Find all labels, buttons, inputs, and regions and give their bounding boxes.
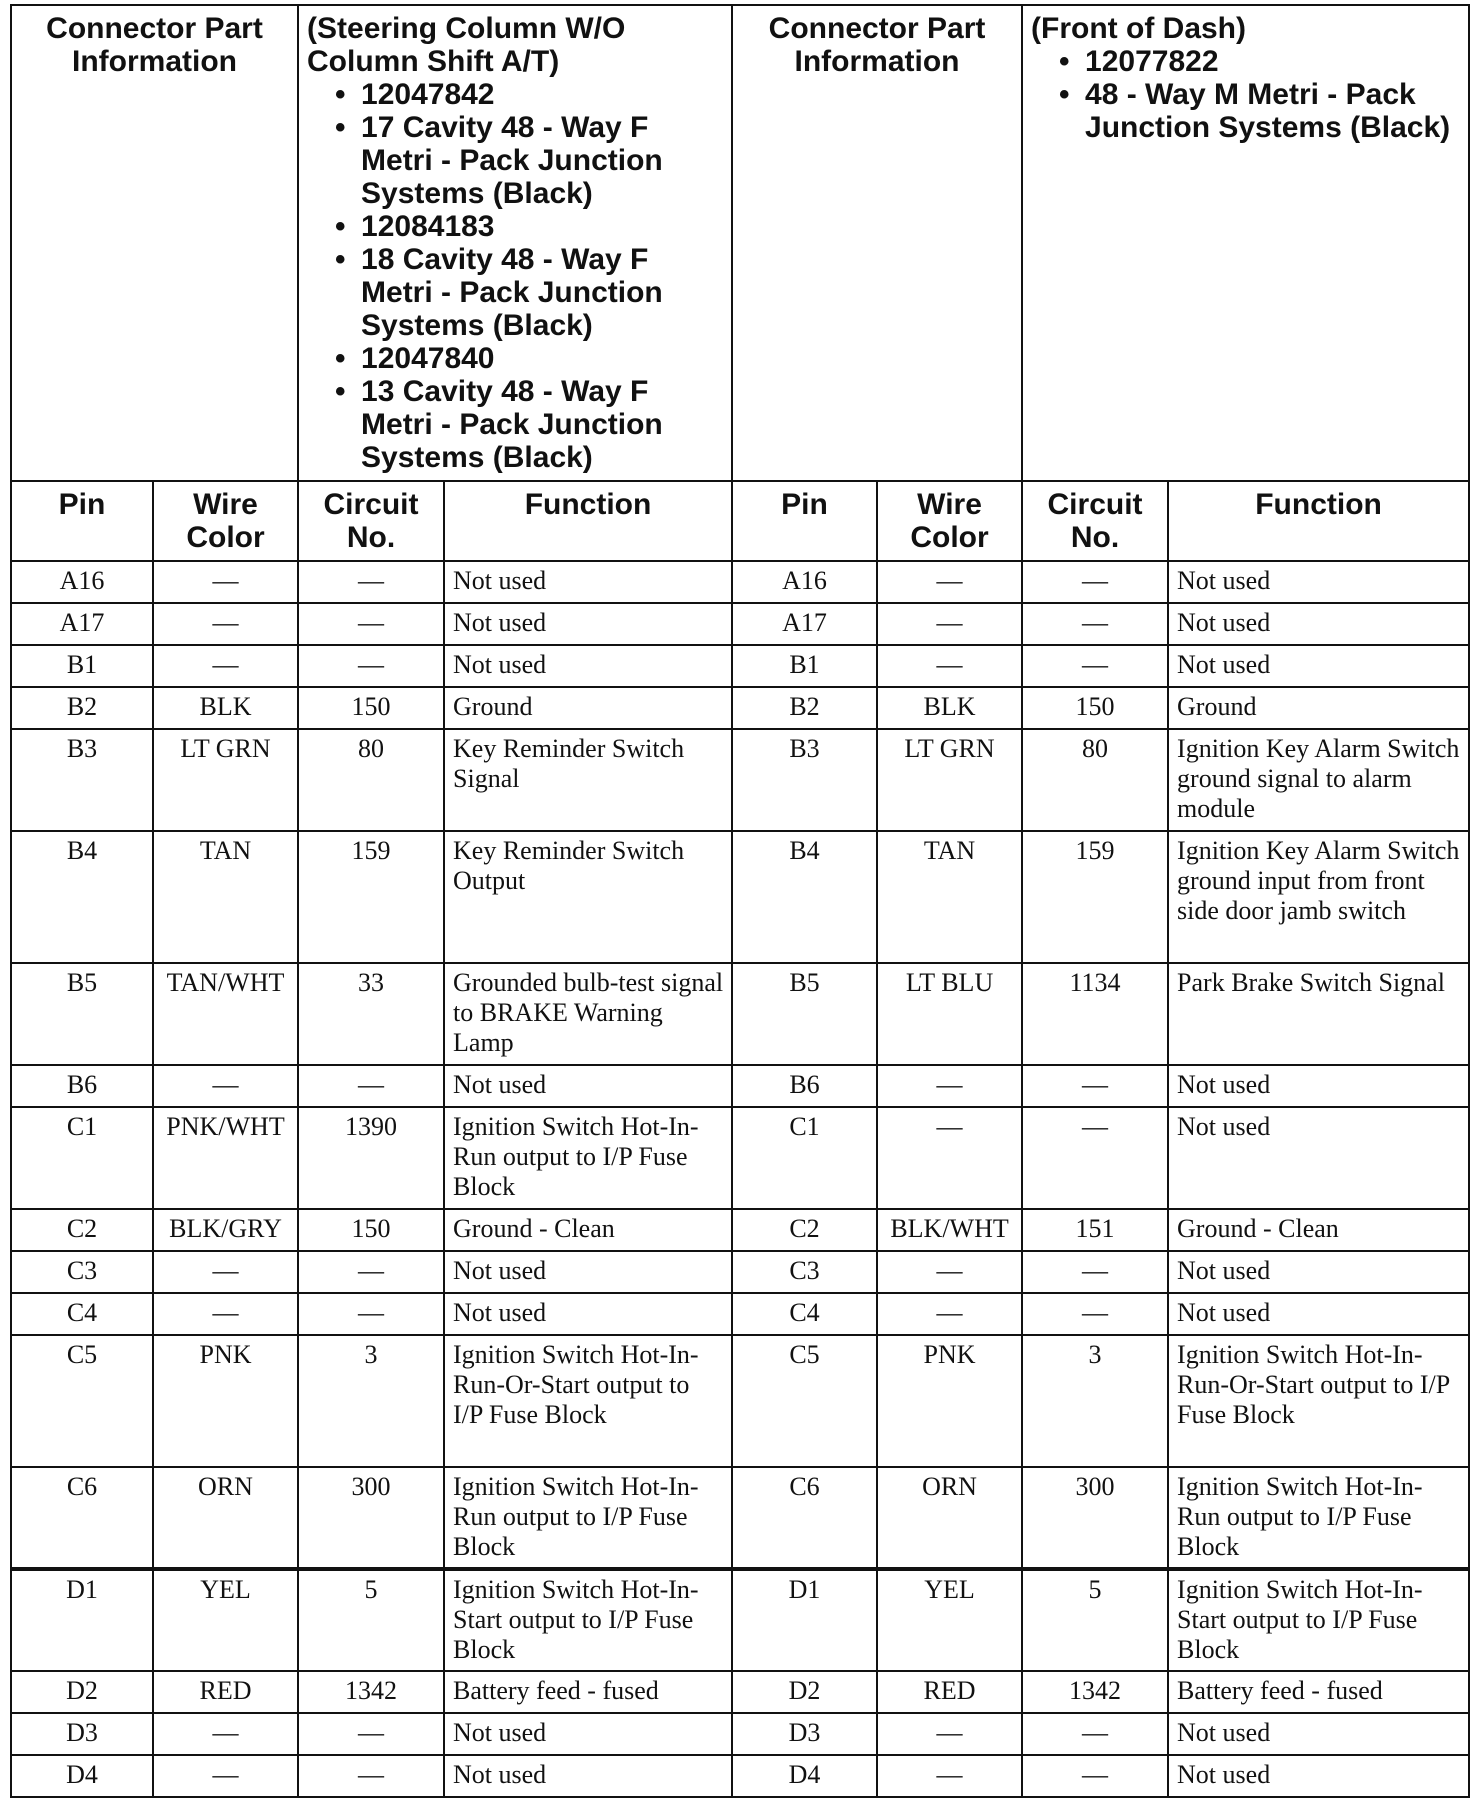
left-pin-cell: B6 xyxy=(11,1065,153,1107)
right-wire-color-cell: TAN xyxy=(877,831,1022,963)
bullet-icon: • xyxy=(335,375,346,408)
left-circuit-cell: — xyxy=(298,1713,444,1755)
left-part-item: • 12047842 xyxy=(335,78,495,111)
right-wire-color-cell: RED xyxy=(877,1671,1022,1713)
col-pin-header: Pin xyxy=(11,481,153,561)
left-pin-cell: D1 xyxy=(11,1569,153,1671)
left-circuit-cell: — xyxy=(298,645,444,687)
right-part-list xyxy=(1031,45,1462,144)
left-function-cell: Battery feed - fused xyxy=(444,1671,732,1713)
left-part-list xyxy=(307,78,725,474)
left-pin-cell: C6 xyxy=(11,1467,153,1569)
connector-table xyxy=(10,4,1470,1798)
right-function-cell: Not used xyxy=(1168,1065,1469,1107)
left-location: (Steering Column W/O Column Shift A/T) xyxy=(307,12,626,78)
table-row xyxy=(11,1713,1469,1755)
table-row xyxy=(11,1671,1469,1713)
left-pin-cell: B5 xyxy=(11,963,153,1065)
right-part-info-label: Connector Part Information xyxy=(732,5,1022,481)
right-function-cell: Not used xyxy=(1168,645,1469,687)
left-circuit-cell: — xyxy=(298,1251,444,1293)
left-wire-color-cell: YEL xyxy=(153,1569,298,1671)
table-row xyxy=(11,1251,1469,1293)
left-circuit-cell: — xyxy=(298,1293,444,1335)
right-pin-cell: D3 xyxy=(732,1713,877,1755)
left-function-cell: Ground xyxy=(444,687,732,729)
left-part-item: • 13 Cavity 48 - Way F Metri - Pack Junction Systems (Black) xyxy=(335,375,663,474)
table-row xyxy=(11,963,1469,1065)
right-wire-color-cell: ORN xyxy=(877,1467,1022,1569)
right-wire-color-cell: LT BLU xyxy=(877,963,1022,1065)
left-pin-cell: B1 xyxy=(11,645,153,687)
bullet-icon: • xyxy=(335,111,346,144)
left-wire-color-cell: — xyxy=(153,1713,298,1755)
right-wire-color-cell: — xyxy=(877,1713,1022,1755)
left-circuit-cell: — xyxy=(298,1755,444,1797)
connector-info-row xyxy=(11,5,1469,481)
right-circuit-cell: 1342 xyxy=(1022,1671,1168,1713)
left-wire-color-cell: — xyxy=(153,603,298,645)
right-circuit-cell: — xyxy=(1022,1065,1168,1107)
table-row xyxy=(11,729,1469,831)
left-connector-info xyxy=(298,5,732,481)
left-part-item: • 17 Cavity 48 - Way F Metri - Pack Junction Systems (Black) xyxy=(335,111,663,210)
left-pin-cell: D3 xyxy=(11,1713,153,1755)
table-row xyxy=(11,561,1469,603)
right-pin-cell: C3 xyxy=(732,1251,877,1293)
left-function-cell: Ignition Switch Hot-In-Run output to I/P Fuse Block xyxy=(444,1467,732,1569)
left-wire-color-cell: TAN/WHT xyxy=(153,963,298,1065)
right-circuit-cell: 1134 xyxy=(1022,963,1168,1065)
left-pin-cell: D4 xyxy=(11,1755,153,1797)
right-circuit-cell: — xyxy=(1022,1251,1168,1293)
col-function-header: Function xyxy=(444,481,732,561)
column-header-row xyxy=(11,481,1469,561)
right-circuit-cell: — xyxy=(1022,561,1168,603)
table-row xyxy=(11,1107,1469,1209)
left-wire-color-cell: PNK/WHT xyxy=(153,1107,298,1209)
right-circuit-cell: 300 xyxy=(1022,1467,1168,1569)
left-wire-color-cell: — xyxy=(153,1251,298,1293)
bullet-icon: • xyxy=(1059,45,1070,78)
right-function-cell: Ground xyxy=(1168,687,1469,729)
left-pin-cell: C3 xyxy=(11,1251,153,1293)
left-circuit-cell: 33 xyxy=(298,963,444,1065)
left-function-cell: Not used xyxy=(444,645,732,687)
left-pin-cell: C2 xyxy=(11,1209,153,1251)
right-circuit-cell: 5 xyxy=(1022,1569,1168,1671)
table-row xyxy=(11,1065,1469,1107)
connector-document xyxy=(10,4,1468,1794)
left-circuit-cell: — xyxy=(298,603,444,645)
left-pin-cell: A16 xyxy=(11,561,153,603)
left-wire-color-cell: LT GRN xyxy=(153,729,298,831)
left-circuit-cell: 80 xyxy=(298,729,444,831)
left-wire-color-cell: PNK xyxy=(153,1335,298,1467)
right-wire-color-cell: — xyxy=(877,1293,1022,1335)
right-wire-color-cell: — xyxy=(877,645,1022,687)
right-pin-cell: B6 xyxy=(732,1065,877,1107)
right-function-cell: Not used xyxy=(1168,1293,1469,1335)
right-wire-color-cell: YEL xyxy=(877,1569,1022,1671)
right-wire-color-cell: BLK xyxy=(877,687,1022,729)
left-function-cell: Not used xyxy=(444,1755,732,1797)
right-function-cell: Ignition Switch Hot-In-Run-Or-Start output to I/P Fuse Block xyxy=(1168,1335,1469,1467)
right-pin-cell: C5 xyxy=(732,1335,877,1467)
right-pin-cell: B5 xyxy=(732,963,877,1065)
right-circuit-cell: — xyxy=(1022,1293,1168,1335)
right-wire-color-cell: — xyxy=(877,561,1022,603)
right-function-cell: Ignition Switch Hot-In-Start output to I/P Fuse Block xyxy=(1168,1569,1469,1671)
left-wire-color-cell: BLK xyxy=(153,687,298,729)
left-pin-cell: C1 xyxy=(11,1107,153,1209)
left-function-cell: Not used xyxy=(444,603,732,645)
right-circuit-cell: 80 xyxy=(1022,729,1168,831)
left-pin-cell: B2 xyxy=(11,687,153,729)
bullet-icon: • xyxy=(335,210,346,243)
col-circuit-header: Circuit No. xyxy=(1022,481,1168,561)
right-wire-color-cell: PNK xyxy=(877,1335,1022,1467)
right-function-cell: Ground - Clean xyxy=(1168,1209,1469,1251)
table-row xyxy=(11,603,1469,645)
left-function-cell: Key Reminder Switch Signal xyxy=(444,729,732,831)
left-circuit-cell: 1390 xyxy=(298,1107,444,1209)
left-circuit-cell: — xyxy=(298,1065,444,1107)
left-wire-color-cell: — xyxy=(153,1293,298,1335)
right-function-cell: Not used xyxy=(1168,1713,1469,1755)
left-circuit-cell: 300 xyxy=(298,1467,444,1569)
right-pin-cell: A17 xyxy=(732,603,877,645)
right-function-cell: Ignition Switch Hot-In-Run output to I/P Fuse Block xyxy=(1168,1467,1469,1569)
bullet-icon: • xyxy=(335,342,346,375)
right-part-item: • 48 - Way M Metri - Pack Junction Systems (Black) xyxy=(1059,78,1451,144)
right-function-cell: Battery feed - fused xyxy=(1168,1671,1469,1713)
left-part-item: • 18 Cavity 48 - Way F Metri - Pack Junction Systems (Black) xyxy=(335,243,663,342)
right-function-cell: Ignition Key Alarm Switch ground input from front side door jamb switch xyxy=(1168,831,1469,963)
right-wire-color-cell: LT GRN xyxy=(877,729,1022,831)
table-row xyxy=(11,645,1469,687)
left-function-cell: Not used xyxy=(444,561,732,603)
left-part-item: • 12047840 xyxy=(335,342,495,375)
left-wire-color-cell: TAN xyxy=(153,831,298,963)
left-function-cell: Not used xyxy=(444,1293,732,1335)
left-pin-cell: C5 xyxy=(11,1335,153,1467)
left-circuit-cell: 159 xyxy=(298,831,444,963)
left-wire-color-cell: ORN xyxy=(153,1467,298,1569)
right-function-cell: Not used xyxy=(1168,561,1469,603)
table-row xyxy=(11,1467,1469,1569)
right-pin-cell: C1 xyxy=(732,1107,877,1209)
right-pin-cell: C6 xyxy=(732,1467,877,1569)
right-function-cell: Not used xyxy=(1168,603,1469,645)
left-function-cell: Ignition Switch Hot-In-Start output to I/P Fuse Block xyxy=(444,1569,732,1671)
bullet-icon: • xyxy=(335,243,346,276)
left-pin-cell: C4 xyxy=(11,1293,153,1335)
left-pin-cell: A17 xyxy=(11,603,153,645)
right-pin-cell: B2 xyxy=(732,687,877,729)
table-row xyxy=(11,1335,1469,1467)
left-part-item: • 12084183 xyxy=(335,210,495,243)
table-row xyxy=(11,1755,1469,1797)
left-function-cell: Not used xyxy=(444,1713,732,1755)
right-circuit-cell: — xyxy=(1022,645,1168,687)
left-pin-cell: B3 xyxy=(11,729,153,831)
table-row xyxy=(11,1293,1469,1335)
left-circuit-cell: 3 xyxy=(298,1335,444,1467)
left-function-cell: Ignition Switch Hot-In-Run output to I/P Fuse Block xyxy=(444,1107,732,1209)
right-pin-cell: B4 xyxy=(732,831,877,963)
right-circuit-cell: 159 xyxy=(1022,831,1168,963)
right-circuit-cell: — xyxy=(1022,603,1168,645)
right-pin-cell: B1 xyxy=(732,645,877,687)
right-location: (Front of Dash) xyxy=(1031,12,1246,45)
right-pin-cell: D1 xyxy=(732,1569,877,1671)
left-wire-color-cell: BLK/GRY xyxy=(153,1209,298,1251)
right-circuit-cell: — xyxy=(1022,1713,1168,1755)
right-pin-cell: D4 xyxy=(732,1755,877,1797)
right-pin-cell: B3 xyxy=(732,729,877,831)
right-circuit-cell: 150 xyxy=(1022,687,1168,729)
right-wire-color-cell: — xyxy=(877,1065,1022,1107)
col-function-header: Function xyxy=(1168,481,1469,561)
table-row xyxy=(11,831,1469,963)
col-circuit-header: Circuit No. xyxy=(298,481,444,561)
right-connector-info xyxy=(1022,5,1469,481)
right-wire-color-cell: — xyxy=(877,603,1022,645)
right-wire-color-cell: — xyxy=(877,1755,1022,1797)
col-pin-header: Pin xyxy=(732,481,877,561)
left-function-cell: Not used xyxy=(444,1251,732,1293)
right-pin-cell: A16 xyxy=(732,561,877,603)
left-circuit-cell: 150 xyxy=(298,1209,444,1251)
col-wire-color-header: Wire Color xyxy=(877,481,1022,561)
bullet-icon: • xyxy=(1059,78,1070,111)
left-part-info-label: Connector Part Information xyxy=(11,5,298,481)
left-function-cell: Key Reminder Switch Output xyxy=(444,831,732,963)
right-wire-color-cell: — xyxy=(877,1107,1022,1209)
left-wire-color-cell: — xyxy=(153,645,298,687)
left-wire-color-cell: RED xyxy=(153,1671,298,1713)
right-wire-color-cell: — xyxy=(877,1251,1022,1293)
right-circuit-cell: — xyxy=(1022,1755,1168,1797)
bullet-icon: • xyxy=(335,78,346,111)
right-circuit-cell: — xyxy=(1022,1107,1168,1209)
left-pin-cell: D2 xyxy=(11,1671,153,1713)
right-function-cell: Not used xyxy=(1168,1755,1469,1797)
left-circuit-cell: 1342 xyxy=(298,1671,444,1713)
right-function-cell: Not used xyxy=(1168,1107,1469,1209)
left-wire-color-cell: — xyxy=(153,1065,298,1107)
left-wire-color-cell: — xyxy=(153,1755,298,1797)
right-part-item: • 12077822 xyxy=(1059,45,1219,78)
right-wire-color-cell: BLK/WHT xyxy=(877,1209,1022,1251)
right-pin-cell: C4 xyxy=(732,1293,877,1335)
table-row xyxy=(11,1569,1469,1671)
left-function-cell: Not used xyxy=(444,1065,732,1107)
table-row xyxy=(11,1209,1469,1251)
right-function-cell: Not used xyxy=(1168,1251,1469,1293)
left-circuit-cell: 150 xyxy=(298,687,444,729)
pin-rows xyxy=(11,561,1469,1797)
right-circuit-cell: 151 xyxy=(1022,1209,1168,1251)
left-function-cell: Grounded bulb-test signal to BRAKE Warning Lamp xyxy=(444,963,732,1065)
left-function-cell: Ignition Switch Hot-In-Run-Or-Start output to I/P Fuse Block xyxy=(444,1335,732,1467)
right-pin-cell: C2 xyxy=(732,1209,877,1251)
left-circuit-cell: 5 xyxy=(298,1569,444,1671)
left-pin-cell: B4 xyxy=(11,831,153,963)
right-function-cell: Ignition Key Alarm Switch ground signal to alarm module xyxy=(1168,729,1469,831)
left-circuit-cell: — xyxy=(298,561,444,603)
right-pin-cell: D2 xyxy=(732,1671,877,1713)
table-row xyxy=(11,687,1469,729)
right-circuit-cell: 3 xyxy=(1022,1335,1168,1467)
col-wire-color-header: Wire Color xyxy=(153,481,298,561)
right-function-cell: Park Brake Switch Signal xyxy=(1168,963,1469,1065)
left-function-cell: Ground - Clean xyxy=(444,1209,732,1251)
left-wire-color-cell: — xyxy=(153,561,298,603)
